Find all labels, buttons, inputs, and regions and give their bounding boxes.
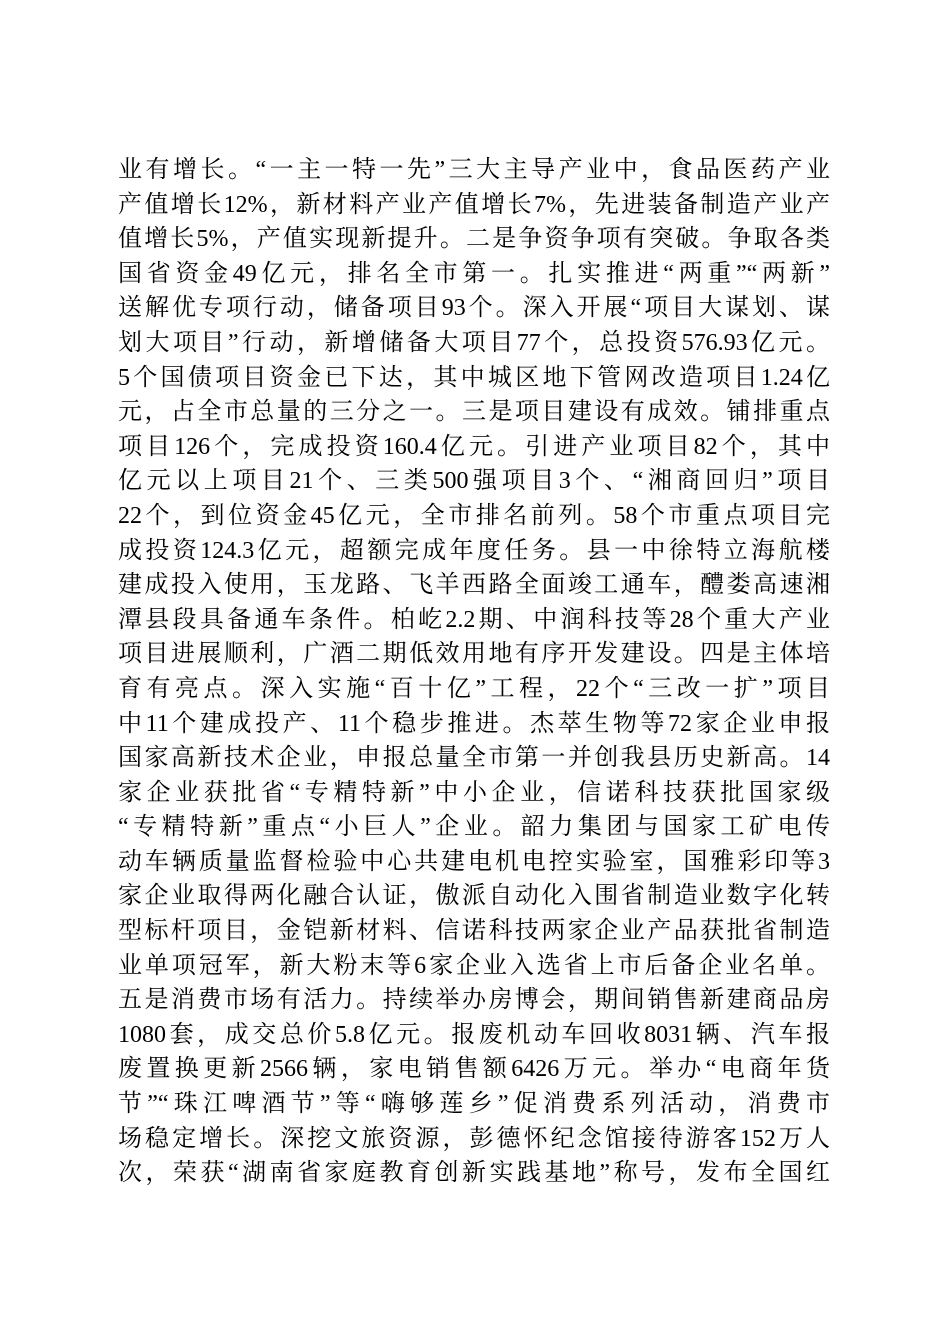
text-line: 废置换更新2566辆，家电销售额6426万元。举办“电商年货 (118, 1056, 830, 1083)
text-line: 型标杆项目，金铠新材料、信诺科技两家企业产品获批省制造 (118, 918, 830, 945)
text-line: 潭县段具备通车条件。柏屹2.2期、中润科技等28个重大产业 (118, 606, 830, 633)
text-line: 建成投入使用，玉龙路、飞羊西路全面竣工通车，醴娄高速湘 (118, 572, 830, 599)
text-line: 产值增长12%，新材料产业产值增长7%，先进装备制造产业产 (118, 191, 830, 218)
text-line: 5个国债项目资金已下达，其中城区地下管网改造项目1.24亿 (118, 364, 830, 391)
text-line: 国家高新技术企业，申报总量全市第一并创我县历史新高。14 (118, 745, 830, 772)
text-line: 动车辆质量监督检验中心共建电机电控实验室，国雅彩印等3 (118, 848, 830, 875)
text-line: 值增长5%，产值实现新提升。二是争资争项有突破。争取各类 (118, 226, 830, 253)
text-line: 成投资124.3亿元，超额完成年度任务。县一中徐特立海航楼 (118, 537, 830, 564)
text-line: 元，占全市总量的三分之一。三是项目建设有成效。铺排重点 (118, 399, 830, 426)
text-line: 家企业获批省“专精特新”中小企业，信诺科技获批国家级 (118, 779, 830, 806)
text-line: 项目进展顺利，广酒二期低效用地有序开发建设。四是主体培 (118, 641, 830, 668)
text-line: 五是消费市场有活力。持续举办房博会，期间销售新建商品房 (118, 987, 830, 1014)
text-line: 项目126个，完成投资160.4亿元。引进产业项目82个，其中 (118, 433, 830, 460)
text-line: 节”“珠江啤酒节”等“嗨够莲乡”促消费系列活动，消费市 (118, 1091, 830, 1118)
text-line: 育有亮点。深入实施“百十亿”工程，22个“三改一扩”项目 (118, 675, 830, 702)
text-line: “专精特新”重点“小巨人”企业。韶力集团与国家工矿电传 (118, 814, 830, 841)
text-line: 22个，到位资金45亿元，全市排名前列。58个市重点项目完 (118, 502, 830, 529)
text-line: 业有增长。“一主一特一先”三大主导产业中，食品医药产业 (118, 157, 830, 183)
text-line: 场稳定增长。深挖文旅资源，彭德怀纪念馆接待游客152万人 (118, 1125, 830, 1152)
text-line: 亿元以上项目21个、三类500强项目3个、“湘商回归”项目 (118, 468, 830, 495)
text-line: 1080套，成交总价5.8亿元。报废机动车回收8031辆、汽车报 (118, 1021, 830, 1048)
text-line: 划大项目”行动，新增储备大项目77个，总投资576.93亿元。 (118, 329, 830, 356)
text-line: 国省资金49亿元，排名全市第一。扎实推进“两重”“两新” (118, 260, 830, 287)
text-line: 中11个建成投产、11个稳步推进。杰萃生物等72家企业申报 (118, 710, 830, 737)
text-line: 送解优专项行动，储备项目93个。深入开展“项目大谋划、谋 (118, 295, 830, 322)
body-text (118, 153, 830, 1191)
text-line: 家企业取得两化融合认证，傲派自动化入围省制造业数字化转 (118, 883, 830, 910)
text-line: 业单项冠军，新大粉末等6家企业入选省上市后备企业名单。 (118, 952, 830, 979)
text-line: 次，荣获“湖南省家庭教育创新实践基地”称号，发布全国红 (118, 1160, 830, 1187)
